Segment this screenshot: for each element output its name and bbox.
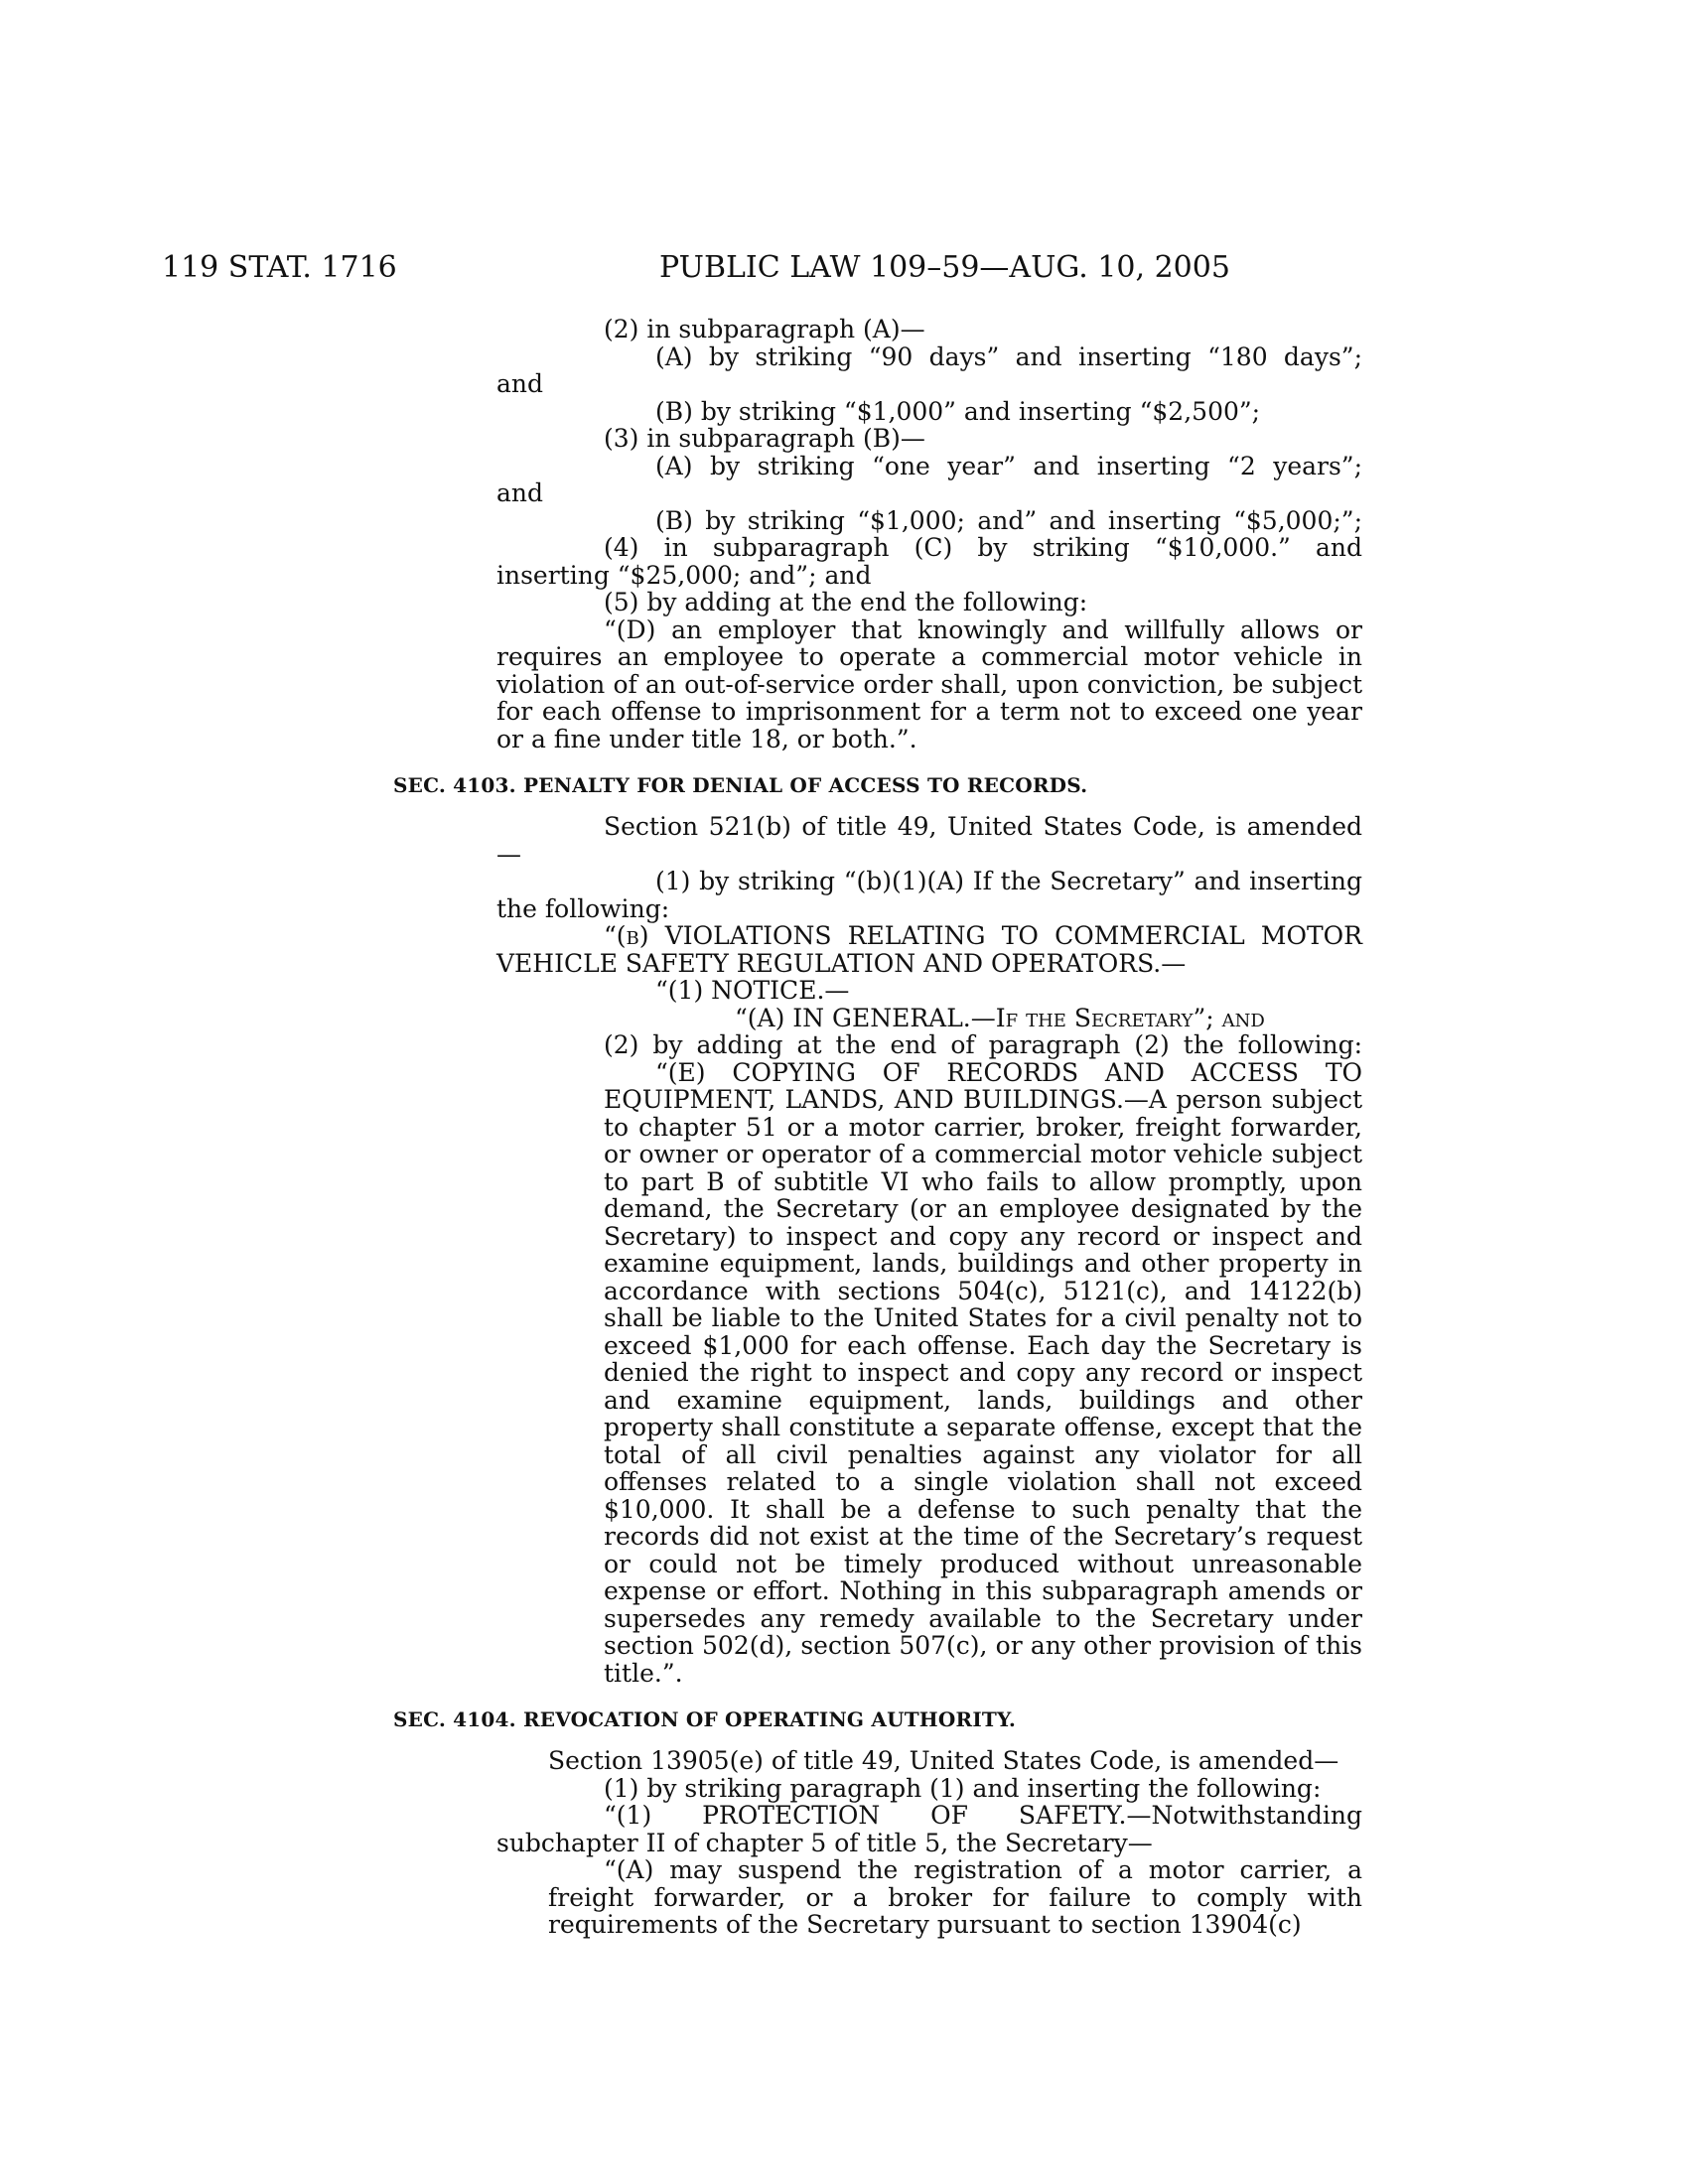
quoted-protection-of-safety xyxy=(496,1802,1362,1856)
protection-of-safety-caption: “(1) PROTECTION OF SAFETY. xyxy=(604,1801,1127,1830)
quoted-subparagraph-d: “(D) an employer that knowingly and willfully allows or requires an employee to operate a commercial motor vehicle in violation of an out-of-service order shall, upon conviction, be subject for each offense to imprisonment for a term not to exceed one year or a fine under title 18, or both.”. xyxy=(496,614,1362,753)
subparagraph-e-text: —A person subject to chapter 51 or a motor carrier, broker, freight forwarder, or owner or operator of a commercial motor vehicle subject to part B of subtitle VI who fails to allow promptly, upon demand, the Secretary (or an employee designated by the Secretary) to inspect and copy any record or inspect and examine equipment, lands, buildings and other property in accordance with sections 504(c), 5121(c), and 14122(b) shall be liable to the United States for a civil penalty not to exceed $1,000 for each offense. Each day the Secretary is denied the right to inspect and copy any record or inspect and examine equipment, lands, buildings and other property shall constitute a separate offense, except that the total of all civil penalties against any violator for all offenses related to a single violation shall not exceed $10,000. It shall be a defense to such penalty that the records did not exist at the time of the Secretary’s request or could not be timely produced without unreasonable expense or effort. Nothing in this subparagraph amends or supersedes any remedy available to the Secretary under section 502(d), section 507(c), or any other provision of this title.”. xyxy=(604,1085,1362,1688)
section-4103-paragraph-2-block xyxy=(496,1031,1362,1687)
public-law-title: PUBLIC LAW 109–59—AUG. 10, 2005 xyxy=(659,250,1230,285)
notice-caption: “(1) NOTICE.— xyxy=(655,976,850,1005)
clause-3a: (A) by striking “one year” and inserting “2 years”; xyxy=(655,451,1362,480)
section-4103-paragraph-1: (1) by striking “(b)(1)(A) If the Secretary” and inserting the following: xyxy=(496,867,1362,923)
section-4103-intro: Section 521(b) of title 49, United States Code, is amended— xyxy=(496,812,1362,869)
clause-2a-and: and xyxy=(496,369,544,398)
section-heading-4104: SEC. 4104. REVOCATION OF OPERATING AUTHORITY. xyxy=(393,1707,1017,1731)
clause-3a-and: and xyxy=(496,478,544,507)
section-4104-intro: Section 13905(e) of title 49, United States Code, is amended— xyxy=(548,1746,1339,1775)
clause-3b: (B) by striking “$1,000; and” and inserting “$5,000;”; xyxy=(655,505,1362,535)
clause-2b: (B) by striking “$1,000” and inserting “$2,500”; xyxy=(655,396,1261,426)
section-4103-paragraph-2: (2) by adding at the end of paragraph (2) the following: xyxy=(604,1030,1362,1059)
clause-2a: (A) by striking “90 days” and inserting “180 days”; xyxy=(655,341,1362,371)
paragraph-4: (4) in subparagraph (C) by striking “$10,000.” and inserting “$25,000; and”; and xyxy=(496,533,1362,590)
in-general-caption: “(A) IN GENERAL.—If the Secretary”; and xyxy=(735,1003,1265,1032)
quoted-subsection-b-heading xyxy=(496,922,1362,977)
subsection-b-caption: “(b) VIOLATIONS RELATING TO COMMERCIAL MOTOR VEHICLE SAFETY REGULATION AND OPERATORS.— xyxy=(496,921,1362,978)
quoted-subparagraph-e xyxy=(604,1059,1362,1688)
protection-of-safety-text: —Notwithstanding subchapter II of chapter 5 of title 5, the Secretary— xyxy=(496,1801,1362,1857)
subparagraph-e-caption: “(E) COPYING OF RECORDS AND ACCESS TO EQUIPMENT, LANDS, AND BUILDINGS. xyxy=(604,1057,1362,1114)
paragraph-5: (5) by adding at the end the following: xyxy=(604,588,1088,616)
paragraph-3: (3) in subparagraph (B)— xyxy=(604,424,925,453)
stat-page-number: 119 STAT. 1716 xyxy=(162,250,397,285)
quoted-subparagraph-a-suspend: “(A) may suspend the registration of a motor carrier, a freight forwarder, or a broker for failure to comply with requirements of the Secretary pursuant to section 13904(c) xyxy=(548,1855,1362,1939)
section-4104-paragraph-1: (1) by striking paragraph (1) and inserting the following: xyxy=(604,1773,1322,1803)
paragraph-2: (2) in subparagraph (A)— xyxy=(604,315,925,343)
page-header xyxy=(0,248,1688,288)
document-body xyxy=(393,315,1362,1939)
quoted-paragraph-1-notice xyxy=(496,977,1362,1005)
quoted-subparagraph-a-general xyxy=(496,1005,1362,1032)
section-heading-4103: SEC. 4103. PENALTY FOR DENIAL OF ACCESS TO RECORDS. xyxy=(393,773,1088,797)
